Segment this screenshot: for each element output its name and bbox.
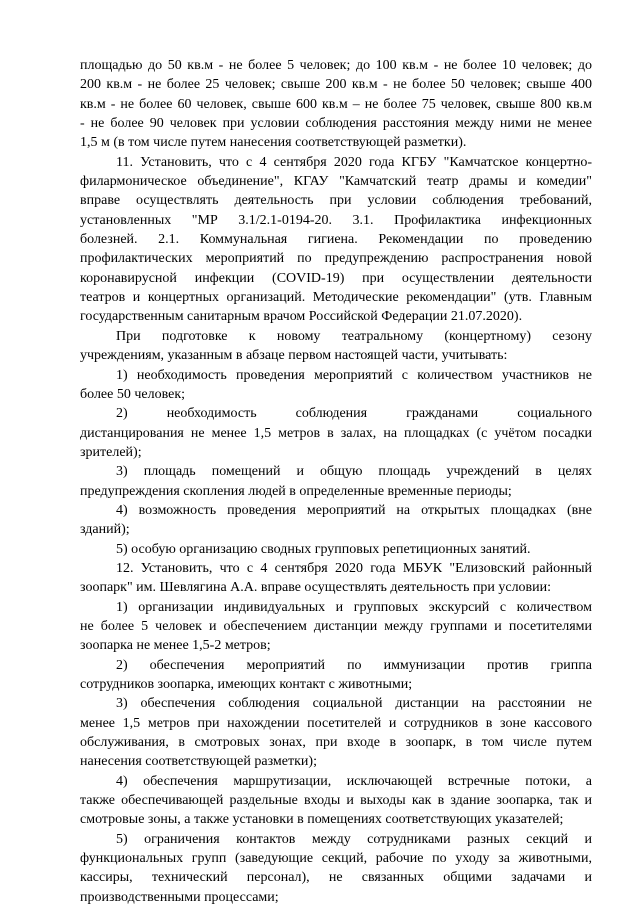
text-line: зрителей); xyxy=(80,444,142,460)
text-line: 4) возможность проведения мероприятий на открытых площадках (вне xyxy=(116,502,592,518)
text-line: болезней. 2.1. Коммунальная гигиена. Рекомендации по проведению xyxy=(80,232,592,248)
text-line: вправе осуществлять деятельность при условии соблюдения требований, xyxy=(80,193,592,209)
text-line: смотровые зоны, а также установки в помещениях соответствующих указателей; xyxy=(80,812,564,828)
text-line: государственным санитарным врачом Российской Федерации 21.07.2020). xyxy=(80,309,523,325)
text-line: сотрудников зоопарка, имеющих контакт с животными; xyxy=(80,677,413,692)
text-line: 11. Установить, что с 4 сентября 2020 года КГБУ "Камчатское концертно- xyxy=(116,154,592,170)
text-line: производственными процессами; xyxy=(80,889,279,905)
text-line: 3) площадь помещений и общую площадь учреждений в целях xyxy=(116,464,592,480)
text-line: - не более 90 человек при условии соблюдения расстояния между ними не менее xyxy=(80,116,592,132)
text-line: не более 5 человек и обеспечением дистанции между группами и посетителями xyxy=(80,618,592,634)
text-line: площадью до 50 кв.м - не более 5 человек; до 100 кв.м - не более 10 человек; до xyxy=(80,58,592,73)
text-line: зоопарка не менее 1,5-2 метров; xyxy=(80,638,271,654)
text-line: 1) необходимость проведения мероприятий с количеством участников не xyxy=(116,367,592,383)
text-line: 4) обеспечения маршрутизации, исключающей встречные потоки, а xyxy=(116,773,592,789)
text-line: 200 кв.м - не более 25 человек; свыше 200 кв.м - не более 50 человек; свыше 400 xyxy=(80,77,592,93)
text-line: театров и концертных организаций. Методические рекомендации" (утв. Главным xyxy=(80,290,592,306)
text-line: 3) обеспечения соблюдения социальной дистанции на расстоянии не xyxy=(116,696,592,712)
text-line: более 50 человек; xyxy=(80,386,186,402)
document-page xyxy=(80,56,592,907)
text-line: 12. Установить, что с 4 сентября 2020 года МБУК "Елизовский районный xyxy=(116,560,592,576)
text-line: зданий); xyxy=(80,522,130,538)
text-line: филармоническое объединение", КГАУ "Камчатский театр драмы и комедии" xyxy=(80,174,592,190)
text-line: зоопарк" им. Шевлягина А.А. вправе осуществлять деятельность при условии: xyxy=(80,580,552,596)
text-line: 2) необходимость соблюдения гражданами социального xyxy=(116,406,592,422)
text-line: предупреждения скопления людей в определенные временные периоды; xyxy=(80,483,512,499)
text-line: нанесения соответствующей разметки); xyxy=(80,754,317,770)
text-line: установленных "МР 3.1/2.1-0194-20. 3.1. Профилактика инфекционных xyxy=(80,212,592,228)
text-line: 5) особую организацию сводных групповых репетиционных занятий. xyxy=(116,541,531,557)
text-line: менее 1,5 метров при нахождении посетителей и сотрудников в зоне кассового xyxy=(80,715,592,731)
text-line: кв.м - не более 60 человек, свыше 600 кв.м – не более 75 человек, свыше 800 кв.м xyxy=(80,96,592,112)
text-line: 5) ограничения контактов между сотрудниками разных секций и xyxy=(116,831,592,847)
text-line: 2) обеспечения мероприятий по иммунизации против гриппа xyxy=(116,657,592,673)
text-line: 1) организации индивидуальных и групповых экскурсий с количеством xyxy=(116,599,592,615)
text-line: 1,5 м (в том числе путем нанесения соответствующей разметки). xyxy=(80,135,467,151)
text-line: учреждениям, указанным в абзаце первом настоящей части, учитывать: xyxy=(80,348,508,364)
text-line: функциональных групп (заведующие секций, рабочие по уходу за животными, xyxy=(80,851,592,867)
text-line: также обеспечивающей раздельные входы и выходы как в здание зоопарка, так и xyxy=(80,793,592,809)
text-line: кассиры, технический персонал), не связанных общими задачами и xyxy=(80,870,592,886)
text-line: обслуживания, в смотровых зонах, при входе в зоопарк, в том числе путем xyxy=(80,735,592,751)
text-line: дистанцирования не менее 1,5 метров в залах, на площадках (с учётом посадки xyxy=(80,425,592,441)
text-line: коронавирусной инфекции (COVID-19) при осуществлении деятельности xyxy=(80,270,592,286)
text-line: При подготовке к новому театральному (концертному) сезону xyxy=(116,328,592,344)
text-line: профилактических мероприятий по предупреждению распространения новой xyxy=(80,251,592,267)
